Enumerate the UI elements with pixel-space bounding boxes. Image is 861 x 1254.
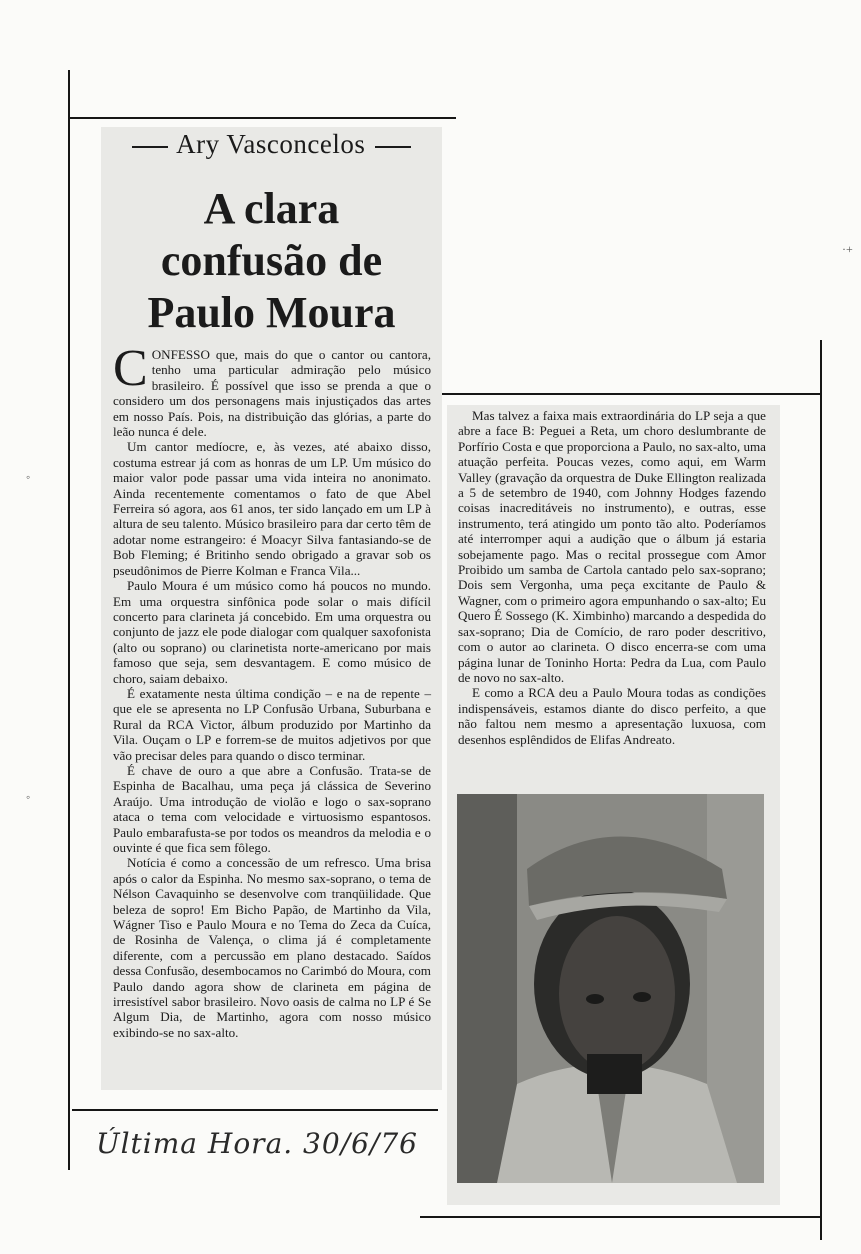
handwritten-note: Última Hora. 30/6/76 xyxy=(96,1127,418,1160)
author-name: Ary Vasconcelos xyxy=(176,129,366,159)
article-headline xyxy=(101,183,442,339)
headline-line: Paulo Moura xyxy=(147,288,396,337)
author-byline xyxy=(101,129,442,160)
hole-punch-mark: ◦ xyxy=(26,790,31,804)
rule-top xyxy=(68,117,456,119)
rule-bottom-right xyxy=(420,1216,820,1218)
portrait-photo xyxy=(457,794,764,1183)
headline-line: confusão de xyxy=(160,236,383,285)
margin-mark: ·+ xyxy=(842,242,853,256)
rule-right-vertical xyxy=(820,340,822,1240)
paragraph-text: ONFESSO que, mais do que o cantor ou cantora, tenho uma particular admiração pelo músico brasileiro. É possível que isso se prenda a que o considero um dos personagens mais injustiçados das artes em nosso País. Pois, na distribuição das glórias, a parte do leão nunca é dele. xyxy=(113,347,431,440)
rule-left-vertical xyxy=(68,70,70,1170)
rule-bottom-left xyxy=(72,1109,438,1111)
paragraph: Mas talvez a faixa mais extraordinária do LP seja a que abre a face B: Peguei a Reta, um choro deslumbrante de Porfírio Costa e que proporciona a Paulo, no sax-alto, uma atuação perfeita. Poucas vezes, como aqui, em Warm Valley (gravação da orquestra de Duke Ellington realizada a 5 de setembro de 1940, com Johnny Hodges fazendo coisas inacreditáveis no instrumento), e outras, esse instrumento, terá atingido um ponto tão alto. Poderíamos até interromper aqui a audição que o álbum já estaria sobejamente pago. Mas o recital prossegue com Amor Proibido um samba de Cartola cantado pelo sax-soprano; Dois sem Vergonha, uma peça excitante de Paulo & Wagner, com o primeiro agora empunhando o sax-alto; Eu Quero É Sossego (K. Ximbinho) marcando a despedida do sax-soprano; Dia de Comício, de raro poder descritivo, com o autor ao clarineta. O disco encerra-se com uma página lunar de Toninho Horta: Pedra da Lua, com Paulo de novo no sax-alto. xyxy=(458,408,766,685)
paragraph: Um cantor medíocre, e, às vezes, até abaixo disso, costuma estrear já com as honras de um LP. Um músico do maior valor pode passar uma vida inteira no anonimato. Ainda recentemente comentamos o fato de que Abel Ferreira só agora, aos 61 anos, ter sido lançado em um LP à altura de seu talento. Músico brasileiro para dar certo têm de adotar nome estrangeiro: é Moacyr Silva fantasiando-se de Bob Fleming; é Britinho sendo obrigado a gravar sob os pseudônimos de Pierre Kolman e Franca Vila... xyxy=(113,439,431,578)
paragraph: Paulo Moura é um músico como há poucos no mundo. Em uma orquestra sinfônica pode solar o mais difícil concerto para clarineta já concebido. Em uma orquestra ou conjunto de jazz ele pode dialogar com qualquer saxofonista (alto ou soprano) ou clarinetista norte-americano por mais famoso que seja, sem desvantagem. E como músico de choro, saiam debaixo. xyxy=(113,578,431,686)
article-column-right xyxy=(458,408,766,747)
byline-dash xyxy=(132,146,168,148)
drop-cap: C xyxy=(113,340,148,397)
hole-punch-mark: ◦ xyxy=(26,470,31,484)
paragraph xyxy=(113,340,431,440)
paragraph: É exatamente nesta última condição – e na de repente – que ele se apresenta no LP Confusão Urbana, Suburbana e Rural da RCA Victor, álbum produzido por Martinho da Vila. Ouçam o LP e forrem-se de muitos adjetivos por que vão precisar deles para quando o disco terminar. xyxy=(113,685,431,763)
headline-line: A clara xyxy=(203,184,340,233)
rule-right-top xyxy=(440,393,822,395)
paragraph: E como a RCA deu a Paulo Moura todas as condições indispensáveis, estamos diante do disco perfeito, a que não faltou nem mesmo a apresentação luxuosa, com desenhos esplêndidos de Elifas Andreato. xyxy=(458,685,766,747)
portrait-photo-icon xyxy=(457,794,764,1183)
paragraph: Notícia é como a concessão de um refresco. Uma brisa após o calor da Espinha. No mesmo sax-soprano, o tema de Nélson Cavaquinho se desenvolve com tranqüilidade. Que beleza de sopro! Em Bicho Papão, de Martinho da Vila, Wágner Tiso e Paulo Moura e no Tema do Zeca da Cuíca, de Rosinha de Valença, o clima já é completamente diferente, com a percussão em plano destacado. Saídos dessa Confusão, desembocamos no Carimbó do Moura, com Paulo dando agora show de clarineta em página de irresistível sabor brasileiro. Novo oasis de calma no LP é Se Algum Dia, de Martinho, agora com nosso músico exibindo-se no sax-alto. xyxy=(113,855,431,1040)
paragraph: É chave de ouro a que abre a Confusão. Trata-se de Espinha de Bacalhau, uma peça já clássica de Severino Araújo. Uma introdução de violão e logo o sax-soprano ataca o tema com velocidade e virtuosismo espantosos. Paulo embarafusta-se por todos os meandros da melodia e o ouvinte é que fica sem fôlego. xyxy=(113,762,431,855)
byline-dash xyxy=(375,146,411,148)
article-column-left xyxy=(113,340,431,1040)
